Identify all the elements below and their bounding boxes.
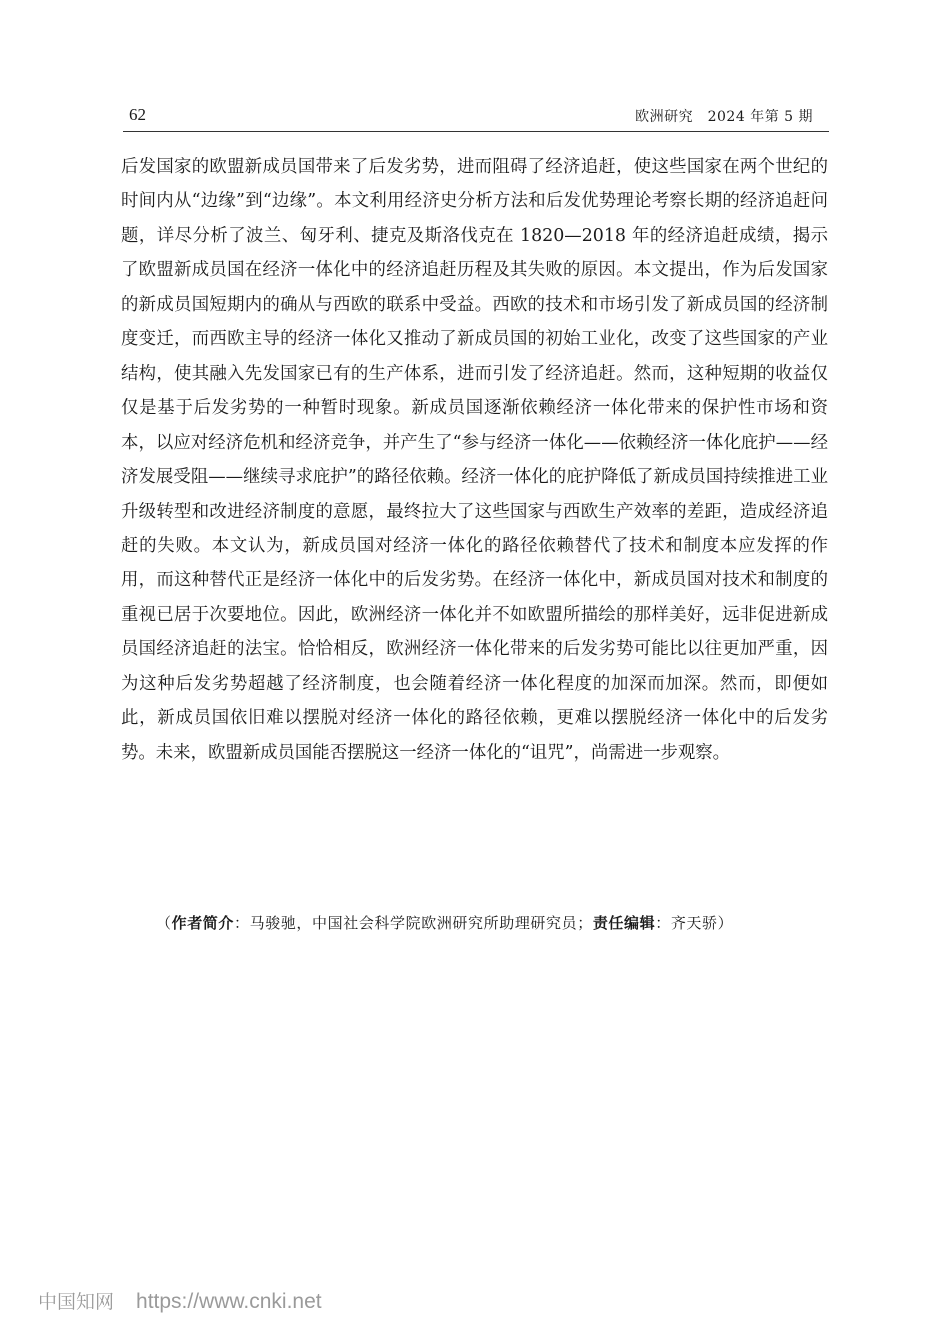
author-bio bbox=[156, 912, 733, 933]
bio-open-paren: （ bbox=[156, 914, 172, 932]
author-label: 作者简介 bbox=[171, 914, 235, 932]
running-head: 欧洲研究 2024 年第 5 期 bbox=[635, 109, 813, 125]
article-body bbox=[121, 150, 828, 874]
author-text: ：马骏驰，中国社会科学院欧洲研究所助理研究员； bbox=[234, 914, 593, 932]
page-header bbox=[123, 103, 829, 132]
watermark-site-name: 中国知网 bbox=[38, 1291, 115, 1313]
editor-label: 责任编辑 bbox=[592, 914, 656, 932]
editor-text: ：齐天骄） bbox=[655, 914, 734, 932]
body-paragraph: 后发国家的欧盟新成员国带来了后发劣势，进而阻碍了经济追赶，使这些国家在两个世纪的时间内从“边缘”到“边缘”。本文利用经济史分析方法和后发优势理论考察长期的经济追赶问题，详尽分析了波兰、匈牙利、捷克及斯洛伐克在 1820—2018 年的经济追赶成绩，揭示了欧盟新成员国在经济一体化中的经济追赶历程及其失败的原因。本文提出，作为后发国家的新成员国短期内的确从与西欧的联系中受益。西欧的技术和市场引发了新成员国的经济制度变迁，而西欧主导的经济一体化又推动了新成员国的初始工业化，改变了这些国家的产业结构，使其融入先发国家已有的生产体系，进而引发了经济追赶。然而，这种短期的收益仅仅是基于后发劣势的一种暂时现象。新成员国逐渐依赖经济一体化带来的保护性市场和资本，以应对经济危机和经济竞争，并产生了“参与经济一体化——依赖经济一体化庇护——经济发展受阻——继续寻求庇护”的路径依赖。经济一体化的庇护降低了新成员国持续推进工业升级转型和改进经济制度的意愿，最终拉大了这些国家与西欧生产效率的差距，造成经济追赶的失败。本文认为，新成员国对经济一体化的路径依赖替代了技术和制度本应发挥的作用，而这种替代正是经济一体化中的后发劣势。在经济一体化中，新成员国对技术和制度的重视已居于次要地位。因此，欧洲经济一体化并不如欧盟所描绘的那样美好，远非促进新成员国经济追赶的法宝。恰恰相反，欧洲经济一体化带来的后发劣势可能比以往更加严重，因为这种后发劣势超越了经济制度，也会随着经济一体化程度的加深而加深。然而，即便如此，新成员国依旧难以摆脱对经济一体化的路径依赖，更难以摆脱经济一体化中的后发劣势。未来，欧盟新成员国能否摆脱这一经济一体化的“诅咒”，尚需进一步观察。 bbox=[121, 157, 828, 763]
watermark-url: https://www.cnki.net bbox=[136, 1290, 322, 1313]
cnki-watermark bbox=[38, 1287, 322, 1314]
page-number: 62 bbox=[129, 105, 146, 124]
